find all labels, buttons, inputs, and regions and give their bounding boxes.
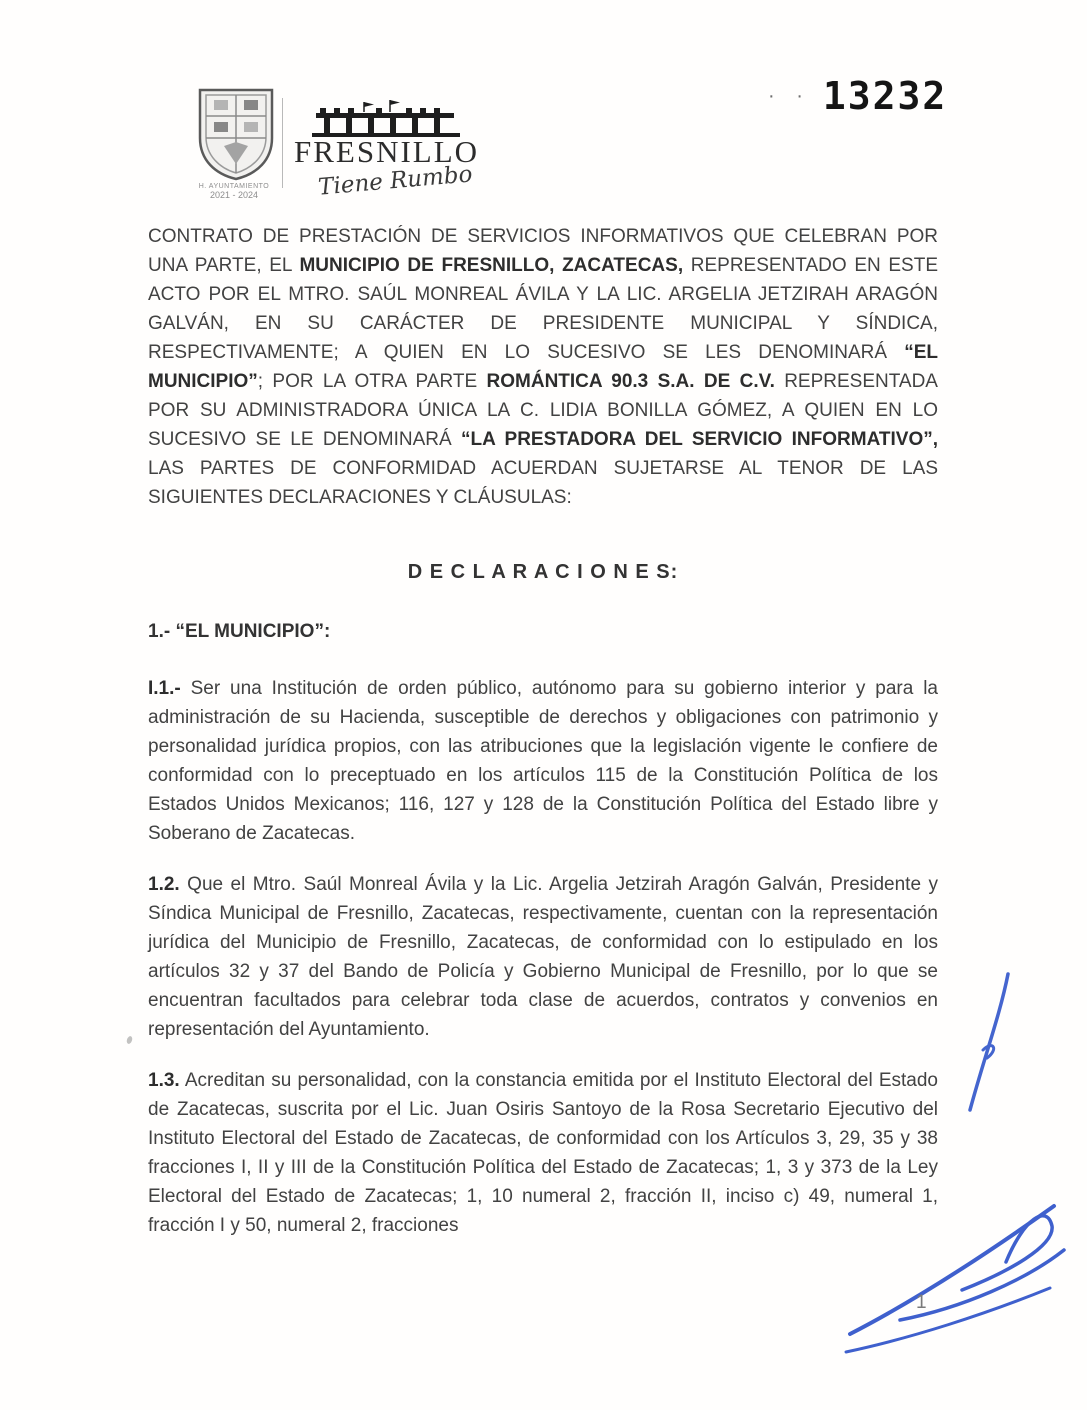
scan-speck xyxy=(126,1035,133,1044)
ayuntamiento-years: 2021 - 2024 xyxy=(209,190,259,200)
logo-divider xyxy=(282,98,283,188)
intro-text-1: CONTRATO DE PRESTACIÓN DE SERVICIOS INFORMATIVOS QUE CELEBRAN POR UNA PARTE, EL xyxy=(148,226,938,276)
intro-bold-el-municipio: “EL MUNICIPIO” xyxy=(148,342,938,392)
clause-i1-text: Ser una Institución de orden público, autónomo para su gobierno interior y para la administración de su Hacienda, susceptible de derechos y obligaciones con patrimonio y personalidad jurídica propios, con las atribuciones que la legislación vigente le confiere de conformidad con lo preceptuado en los artículos 115 de la Constitución Política de los Estados Unidos Mexicanos; 116, 127 y 128 de la Constitución Política del Estado libre y Soberano de Zacatecas. xyxy=(148,678,938,844)
clause-1-2-text: Que el Mtro. Saúl Monreal Ávila y la Lic. Argelia Jetzirah Aragón Galván, Presidente y Síndica Municipal de Fresnillo, Zacatecas, respectivamente, cuentan con la representación jurídica del Municipio de Fresnillo, Zacatecas, de conformidad con lo estipulado en los artículos 32 y 37 del Bando de Policía y Gobierno Municipal de Fresnillo, por lo que se encuentran facultados para celebrar toda clase de acuerdos, contratos y convenios en representación del Ayuntamiento. xyxy=(148,874,938,1040)
stamp-marks: · · xyxy=(768,84,811,107)
fresnillo-logo xyxy=(190,86,510,211)
clause-1-2 xyxy=(148,870,938,1044)
declaraciones-heading: D E C L A R A C I O N E S: xyxy=(407,561,679,583)
intro-bold-romantica: ROMÁNTICA 90.3 S.A. DE C.V. xyxy=(486,371,775,392)
document-body xyxy=(148,222,938,1262)
intro-text-3: ; POR LA OTRA PARTE xyxy=(257,371,487,392)
intro-text-4: REPRESENTADA POR SU ADMINISTRADORA ÚNICA LA C. LIDIA BONILLA GÓMEZ, A QUIEN EN LO SUCESIVO SE LE DENOMINARÁ xyxy=(148,371,938,450)
stamp-number-block xyxy=(768,74,947,118)
coat-of-arms-icon xyxy=(194,86,278,182)
stamp-number: 13232 xyxy=(822,74,948,118)
page-number: 1 xyxy=(916,1292,927,1313)
clause-i1 xyxy=(148,674,938,848)
section-1-heading: 1.- “EL MUNICIPIO”: xyxy=(148,621,331,642)
initial-ink-mark xyxy=(970,974,1008,1110)
clause-1-3-label: 1.3. xyxy=(148,1070,180,1091)
logo-wordmark: FRESNILLO xyxy=(294,134,480,169)
shield-caption xyxy=(186,182,282,200)
clause-1-2-label: 1.2. xyxy=(148,874,180,895)
intro-bold-municipio-fresnillo: MUNICIPIO DE FRESNILLO, ZACATECAS, xyxy=(299,255,684,276)
clause-i1-label: I.1.- xyxy=(148,678,181,699)
intro-paragraph xyxy=(148,222,938,512)
intro-text-2: REPRESENTADO EN ESTE ACTO POR EL MTRO. SAÚL MONREAL ÁVILA Y LA LIC. ARGELIA JETZIRAH ARAGÓN GALVÁN, EN SU CARÁCTER DE PRESIDENTE MUNICIPAL Y SÍNDICA, RESPECTIVAMENTE; A QUIEN EN LO SUCESIVO SE LES DENOMINARÁ xyxy=(148,255,939,363)
clause-1-3-text: Acreditan su personalidad, con la constancia emitida por el Instituto Electoral del Estado de Zacatecas, suscrita por el Lic. Juan Osiris Santoyo de la Rosa Secretario Ejecutivo del Instituto Electoral del Estado de Zacatecas, de conformidad con los Artículos 3, 29, 35 y 38 fracciones I, II y III de la Constitución Política del Estado de Zacatecas; 1, 3 y 373 de la Ley Electoral del Estado de Zacatecas; 1, 10 numeral 2, fracción II, inciso c) 49, numeral 1, fracción I y 50, numeral 2, fracciones xyxy=(148,1070,938,1236)
clause-1-3 xyxy=(148,1066,938,1240)
intro-text-5: LAS PARTES DE CONFORMIDAD ACUERDAN SUJETARSE AL TENOR DE LAS SIGUIENTES DECLARACIONES Y CLÁUSULAS: xyxy=(148,458,938,508)
intro-bold-prestadora: “LA PRESTADORA DEL SERVICIO INFORMATIVO”, xyxy=(461,429,938,450)
ayuntamiento-caption: H. AYUNTAMIENTO xyxy=(198,183,270,190)
logo-tagline: Tiene Rumbo xyxy=(317,161,474,201)
